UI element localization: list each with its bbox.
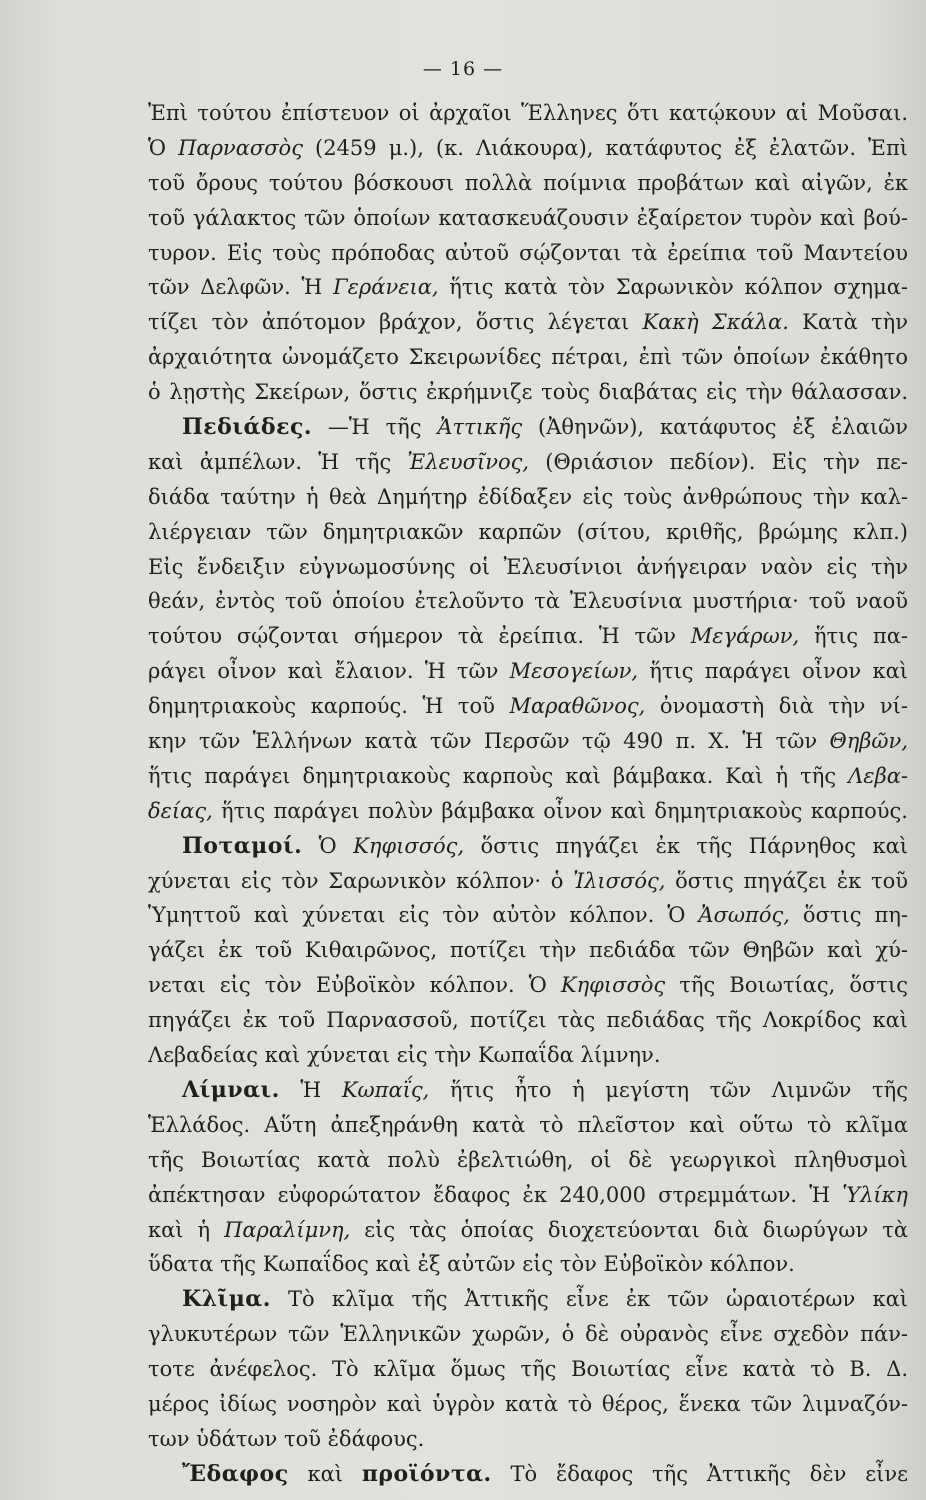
body-text (148, 96, 908, 1492)
text-run: ὕδατα τῆς Κωπαΐδος καὶ ἐξ αὐτῶν εἰς τὸν Εὐβοϊκὸν κόλπον. (148, 1252, 795, 1277)
text-run: τούτου σῴζονται σήμερον τὰ ἐρείπια. Ἡ τῶν (148, 624, 691, 649)
text-line (148, 1178, 908, 1213)
text-run: χύνεται εἰς τὸν Σαρωνικὸν κόλπον· ὁ (148, 868, 574, 893)
text-run: τίζει τὸν ἀπότομον βράχον, ὅστις λέγεται (148, 310, 643, 335)
text-run: ὅστις πηγάζει ἐκ τοῦ (665, 868, 908, 893)
text-run: γλυκυτέρων τῶν Ἑλληνικῶν χωρῶν, ὁ δὲ οὐρανὸς εἶνε σχεδὸν πάν- (148, 1322, 908, 1347)
text-run: Ἐπὶ τούτου ἐπίστευον οἱ ἀρχαῖοι Ἕλληνες ὅτι κατῴκουν αἱ Μοῦσαι. (148, 101, 908, 125)
italic-term: Λεβα- (848, 763, 908, 788)
text-run: ἥτις παράγει δημητριακοὺς καρποὺς καὶ βάμβακα. Καὶ ἡ τῆς (148, 763, 849, 788)
text-line (148, 968, 908, 1003)
text-run: —Ἡ τῆς (312, 415, 438, 440)
text-line (148, 270, 908, 305)
text-run: Κατὰ τὴν (788, 310, 908, 335)
text-run: Τὸ κλῖμα τῆς Ἀττικῆς εἶνε ἐκ τῶν ὡραιοτέρων καὶ (270, 1287, 908, 1312)
italic-term: δείας, (148, 798, 213, 823)
text-line (148, 864, 908, 899)
text-run: ἥτις παράγει πολὺν βάμβακα οἶνον καὶ δημητριακοὺς καρπούς. (212, 798, 908, 823)
italic-term: Ἀττικῆς (437, 415, 523, 440)
text-run: λιέργειαν τῶν δημητριακῶν καρπῶν (σίτου, κριθῆς, βρώμης κλπ.) (148, 519, 908, 544)
text-line (148, 933, 908, 968)
italic-term: Ὑλίκη (842, 1182, 908, 1207)
text-line (148, 515, 908, 550)
text-run: τοτε ἀνέφελος. Τὸ κλῖμα ὅμως τῆς Βοιωτίας εἶνε κατὰ τὸ Β. Δ. (148, 1357, 908, 1382)
text-run: εἰς τὰς ὁποίας διοχετεύονται διὰ διωρύγων τὰ (350, 1217, 908, 1242)
section-heading: Λίμναι. (182, 1076, 280, 1103)
text-line (148, 1352, 908, 1387)
text-line (148, 724, 908, 759)
text-run: Ὁ (148, 135, 179, 160)
text-run: μέρος ἰδίως νοσηρὸν καὶ ὑγρὸν κατὰ τὸ θέρος, ἕνεκα τῶν λιμναζόν- (148, 1391, 908, 1416)
italic-term: Παραλίμνη, (224, 1217, 351, 1242)
text-line (148, 340, 908, 375)
text-line (148, 1213, 908, 1248)
text-line (148, 619, 908, 654)
italic-term: Παρνασσὸς (178, 135, 303, 160)
text-run: γάζει ἐκ τοῦ Κιθαιρῶνος, ποτίζει τὴν πεδιάδα τῶν Θηβῶν καὶ χύ- (148, 938, 908, 963)
text-line (148, 898, 908, 933)
text-run: καὶ (288, 1461, 362, 1486)
text-run: τοῦ ὄρους τούτου βόσκουσι πολλὰ ποίμνια προβάτων καὶ αἰγῶν, ἐκ (148, 170, 908, 195)
text-run: ἥτις πα- (799, 624, 908, 649)
text-line (148, 654, 908, 689)
text-run: καὶ ἀμπέλων. Ἡ τῆς (148, 449, 408, 474)
italic-term: Κωπαΐς, (341, 1077, 430, 1102)
text-run: Τὸ ἔδαφος τῆς Ἀττικῆς δὲν εἶνε (491, 1461, 908, 1486)
text-run: ἥτις παράγει οἶνον καὶ (638, 659, 908, 684)
text-line (148, 1247, 908, 1282)
text-line (148, 375, 908, 410)
text-run: τῶν Δελφῶν. Ἡ (148, 275, 334, 300)
text-line (148, 1422, 908, 1457)
text-run: Ὁ (302, 833, 354, 858)
text-line (148, 759, 908, 794)
text-line (148, 584, 908, 619)
text-run: ἥτις ἦτο ἡ μεγίστη τῶν Λιμνῶν τῆς (429, 1077, 908, 1102)
text-run: κην τῶν Ἑλλήνων κατὰ τῶν Περσῶν τῷ 490 π. Χ. Ἡ τῶν (148, 729, 830, 754)
text-line (148, 1143, 908, 1178)
text-run: τυρον. Εἰς τοὺς πρόποδας αὐτοῦ σῴζονται τὰ ἐρείπια τοῦ Μαντείου (148, 240, 908, 265)
text-run: ὀνομαστὴ διὰ τὴν νί- (645, 694, 908, 719)
text-run: καὶ ἡ (148, 1217, 225, 1242)
text-line (148, 445, 908, 480)
text-line (148, 689, 908, 724)
section-heading: Ποταμοί. (182, 832, 303, 859)
text-run: Ἡ (279, 1077, 342, 1102)
text-line (148, 166, 908, 201)
italic-term: Ἰλισσός, (573, 868, 666, 893)
text-line (148, 829, 908, 864)
italic-term: Μεσογείων, (509, 659, 639, 684)
text-run: ὅστις πηγάζει ἐκ τῆς Πάρνηθος καὶ (464, 833, 908, 858)
text-run: Εἰς ἔνδειξιν εὐγνωμοσύνης οἱ Ἐλευσίνιοι ἀνήγειραν ναὸν εἰς τὴν (148, 554, 908, 579)
text-line (148, 1108, 908, 1143)
text-run: δημητριακοὺς καρπούς. Ἡ τοῦ (148, 694, 510, 719)
text-run: ἀρχαιότητα ὠνομάζετο Σκειρωνίδες πέτραι, ἐπὶ τῶν ὁποίων ἐκάθητο (148, 345, 908, 370)
text-line (148, 1073, 908, 1108)
italic-term: Μεγάρων, (690, 624, 800, 649)
text-line (148, 1387, 908, 1422)
text-run: τῆς Βοιωτίας, ὅστις (665, 973, 908, 998)
text-line (148, 480, 908, 515)
text-run: ὁ λῃστὴς Σκείρων, ὅστις ἐκρήμνιζε τοὺς διαβάτας εἰς τὴν θάλασσαν. (148, 380, 908, 405)
italic-term: Κηφισσός, (353, 833, 465, 858)
italic-term: Κηφισσὸς (560, 973, 666, 998)
italic-term: Ἐλευσῖνος, (407, 449, 530, 474)
text-line (148, 236, 908, 271)
italic-term: Γεράνεια, (333, 275, 439, 300)
text-run: ἀπέκτησαν εὐφορώτατον ἔδαφος ἐκ 240,000 στρεμμάτων. Ἡ (148, 1182, 843, 1207)
text-run: (Θριάσιον πεδίον). Εἰς τὴν πε- (529, 449, 908, 474)
text-run: ράγει οἶνον καὶ ἔλαιον. Ἡ τῶν (148, 659, 510, 684)
text-line (148, 1038, 908, 1073)
italic-term: Μαραθῶνος, (509, 694, 646, 719)
text-run: των ὑδάτων τοῦ ἐδάφους. (148, 1426, 425, 1451)
text-run: ὅστις πη- (789, 903, 908, 928)
text-line (148, 550, 908, 585)
text-run: πηγάζει ἐκ τοῦ Παρνασσοῦ, ποτίζει τὰς πεδιάδας τῆς Λοκρίδος καὶ (148, 1008, 908, 1033)
text-line (148, 794, 908, 829)
text-line (148, 96, 908, 131)
text-line (148, 305, 908, 340)
text-line (148, 1003, 908, 1038)
text-line (148, 1457, 908, 1492)
text-run: νεται εἰς τὸν Εὐβοϊκὸν κόλπον. Ὁ (148, 973, 561, 998)
text-line (148, 410, 908, 445)
italic-term: Θηβῶν, (829, 729, 908, 754)
text-run: τῆς Βοιωτίας κατὰ πολὺ ἐβελτιώθη, οἱ δὲ γεωργικοὶ πληθυσμοὶ (148, 1147, 908, 1172)
text-run: ἥτις κατὰ τὸν Σαρωνικὸν κόλπον σχημα- (438, 275, 908, 300)
text-line (148, 1282, 908, 1317)
text-run: Ὑμηττοῦ καὶ χύνεται εἰς τὸν αὐτὸν κόλπον. Ὁ (148, 903, 699, 928)
page-number: — 16 — (422, 58, 504, 80)
section-heading: Πεδιάδες. (182, 414, 313, 441)
text-run: (Ἀθηνῶν), κατάφυτος ἐξ ἐλαιῶν (522, 415, 908, 440)
text-run: Λεβαδείας καὶ χύνεται εἰς τὴν Κωπαΐδα λίμνην. (148, 1043, 661, 1068)
text-run: θεάν, ἐντὸς τοῦ ὁποίου ἐτελοῦντο τὰ Ἐλευσίνια μυστήρια· τοῦ ναοῦ (148, 589, 908, 614)
text-run: τοῦ γάλακτος τῶν ὁποίων κατασκευάζουσιν ἐξαίρετον τυρὸν καὶ βού- (148, 205, 908, 230)
section-heading: Ἔδαφος (182, 1460, 289, 1487)
text-line (148, 1317, 908, 1352)
text-line (148, 131, 908, 166)
italic-term: Ἀσωπός, (698, 903, 790, 928)
text-line (148, 201, 908, 236)
italic-term: Κακὴ Σκάλα. (642, 310, 789, 335)
text-run: Ἑλλάδος. Αὕτη ἀπεξηράνθη κατὰ τὸ πλεῖστον καὶ οὕτω τὸ κλῖμα (148, 1112, 908, 1137)
section-heading: προϊόντα. (361, 1460, 492, 1487)
text-run: (2459 μ.), (κ. Λιάκουρα), κατάφυτος ἐξ ἐλατῶν. Ἐπὶ (302, 135, 908, 160)
text-run: διάδα ταύτην ἡ θεὰ Δημήτηρ ἐδίδαξεν εἰς τοὺς ἀνθρώπους τὴν καλ- (148, 484, 908, 509)
section-heading: Κλῖμα. (182, 1286, 271, 1313)
